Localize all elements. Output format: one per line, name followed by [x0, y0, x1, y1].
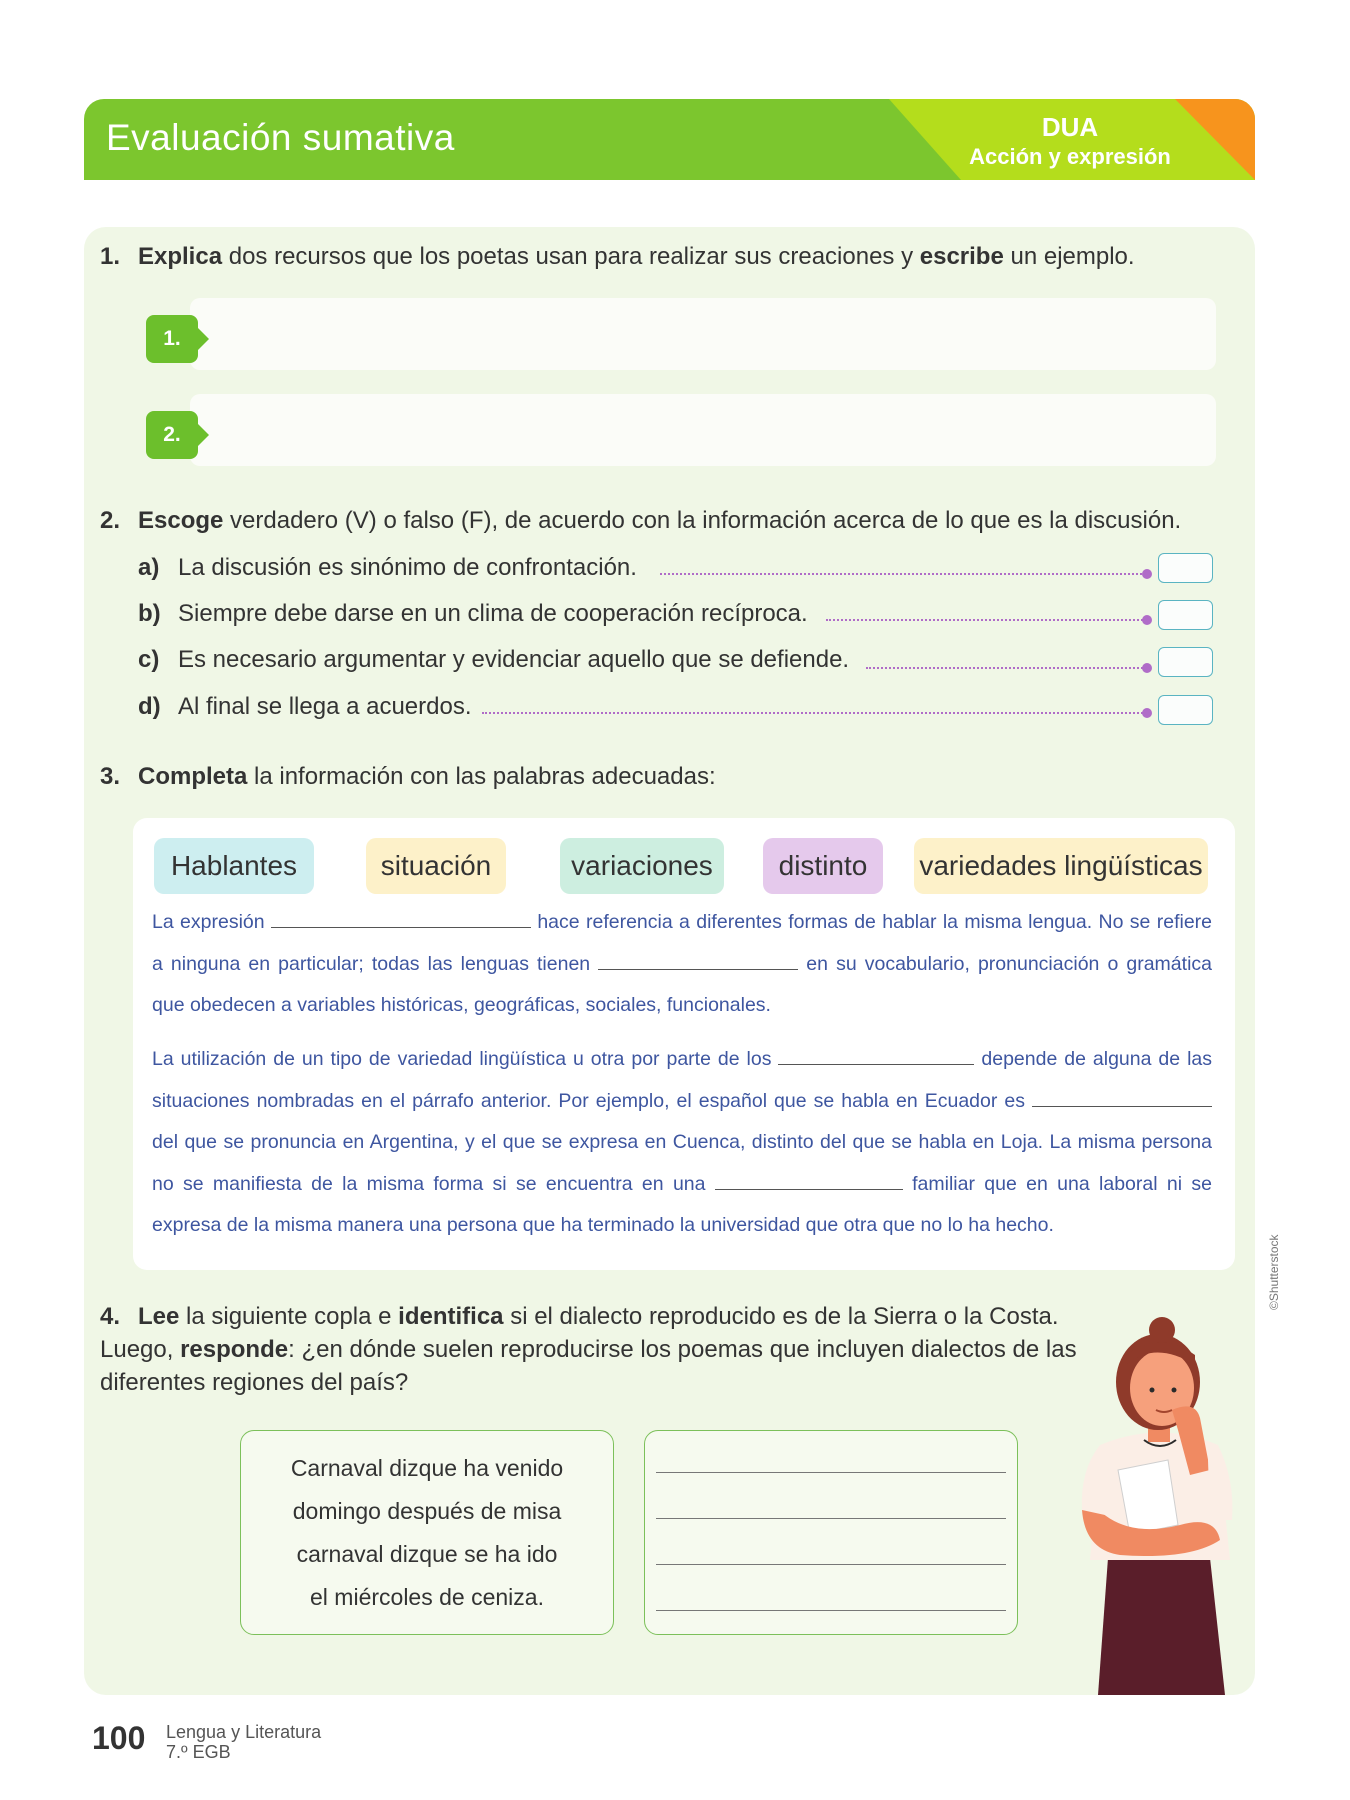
paragraph-text: depende de alguna de las situaciones nombradas en el párrafo anterior. Por ejemplo, el español que se habla en Ecuador es — [152, 1048, 1212, 1112]
leader-dots — [826, 619, 1146, 621]
question-text: la información con las palabras adecuadas: — [247, 763, 716, 790]
paragraph-text: La expresión — [152, 911, 271, 933]
copla-line-3: carnaval dizque se ha ido — [296, 1541, 558, 1567]
response-box[interactable] — [644, 1430, 1018, 1635]
word-chip-variedades[interactable]: variedades lingüísticas — [914, 838, 1208, 894]
tf-answer-c[interactable] — [1158, 647, 1213, 677]
verb-lee: Lee — [138, 1303, 180, 1330]
leader-dot — [1142, 615, 1152, 625]
answer-tag-2: 2. — [146, 411, 198, 459]
dua-title: DUA — [1041, 112, 1099, 142]
leader-dot — [1142, 708, 1152, 718]
fill-blank-2[interactable] — [598, 948, 798, 970]
item-text: Es necesario argumentar y evidenciar aquello que se defiende. — [178, 646, 850, 673]
fill-blank-1[interactable] — [271, 906, 531, 928]
verb-completa: Completa — [138, 763, 248, 790]
fill-blank-5[interactable] — [715, 1168, 903, 1190]
answer-field-1[interactable] — [190, 298, 1216, 370]
response-line-3[interactable] — [656, 1564, 1006, 1565]
word-chip-distinto[interactable]: distinto — [763, 838, 883, 894]
paragraph-text: La utilización de un tipo de variedad lingüística u otra por parte de los — [152, 1048, 779, 1070]
item-letter: a) — [138, 554, 160, 581]
verb-escribe: escribe — [919, 243, 1004, 270]
paragraph-text: familiar que en una laboral ni se expresa de la misma manera una persona que ha terminado la universidad que otra que no lo ha hecho. — [152, 1172, 1212, 1236]
page-title: Evaluación sumativa — [106, 117, 455, 158]
paragraph-text: del que se pronuncia en Argentina, y el que se expresa en Cuenca, distinto del que se habla en Loja. La misma persona no se manifiesta de la misma forma si se encuentra en una — [152, 1131, 1212, 1195]
question-text: la siguiente copla e — [179, 1303, 399, 1330]
page-number: 100 — [92, 1720, 146, 1756]
tf-item-b — [138, 597, 808, 631]
item-text: Al final se llega a acuerdos. — [178, 693, 472, 720]
item-letter: c) — [138, 646, 160, 673]
subject-name: Lengua y Literatura — [166, 1722, 322, 1742]
fill-blank-3[interactable] — [778, 1043, 974, 1065]
copla-line-2: domingo después de misa — [292, 1498, 562, 1524]
question-number: 1. — [100, 243, 121, 270]
word-chip-hablantes[interactable]: Hablantes — [154, 838, 314, 894]
leader-dot — [1142, 569, 1152, 579]
question-4 — [100, 1300, 1110, 1399]
tf-answer-a[interactable] — [1158, 553, 1213, 583]
footer-subject — [166, 1722, 321, 1762]
question-text: si el dialecto reproducido es de la Sierra o la Costa. Luego, — [100, 1303, 1059, 1363]
answer-tag-1: 1. — [146, 315, 198, 363]
verb-identifica: identifica — [398, 1303, 504, 1330]
tf-item-a — [138, 551, 637, 585]
paragraph-1 — [152, 902, 1212, 1027]
answer-field-2[interactable] — [190, 394, 1216, 466]
tf-item-d — [138, 690, 472, 724]
grade-level: 7.º EGB — [166, 1742, 231, 1762]
item-text: Siempre debe darse en un clima de cooperación recíproca. — [178, 600, 808, 627]
paragraph-text: hace referencia a diferentes formas de hablar la misma lengua. No se refiere a ninguna en particular; todas las lenguas tienen — [152, 911, 1212, 975]
copla-line-4: el miércoles de ceniza. — [310, 1584, 544, 1610]
question-text: verdadero (V) o falso (F), de acuerdo con la información acerca de lo que es la discusión. — [223, 507, 1182, 534]
tf-answer-b[interactable] — [1158, 600, 1213, 630]
leader-dots — [660, 573, 1146, 575]
item-letter: b) — [138, 600, 161, 627]
leader-dots — [866, 667, 1146, 669]
verb-explica: Explica — [138, 243, 223, 270]
question-3 — [100, 760, 1230, 793]
question-number: 2. — [100, 507, 121, 534]
item-text: La discusión es sinónimo de confrontación. — [178, 554, 637, 581]
photo-credit: ©Shutterstock — [1267, 1234, 1281, 1310]
question-number: 3. — [100, 763, 121, 790]
dua-subtitle: Acción y expresión — [969, 144, 1171, 169]
leader-dot — [1142, 663, 1152, 673]
question-text: dos recursos que los poetas usan para realizar sus creaciones y — [222, 243, 920, 270]
response-line-4[interactable] — [656, 1610, 1006, 1611]
question-2 — [100, 504, 1250, 537]
paragraph-2 — [152, 1039, 1212, 1247]
tf-answer-d[interactable] — [1158, 695, 1213, 725]
question-text: : ¿en dónde suelen reproducirse los poemas que incluyen dialectos de las diferentes regiones del país? — [100, 1336, 1077, 1396]
response-line-1[interactable] — [656, 1472, 1006, 1473]
response-line-2[interactable] — [656, 1518, 1006, 1519]
thinking-woman-illustration — [1060, 1310, 1260, 1695]
paragraph-text: en su vocabulario, pronunciación o gramática que obedecen a variables históricas, geográficas, sociales, funcionales. — [152, 952, 1212, 1016]
question-1 — [100, 240, 1230, 273]
item-letter: d) — [138, 693, 161, 720]
verb-escoge: Escoge — [138, 507, 224, 534]
leader-dots — [482, 712, 1146, 714]
question-text: un ejemplo. — [1003, 243, 1135, 270]
fill-blank-4[interactable] — [1032, 1085, 1212, 1107]
word-chip-situacion[interactable]: situación — [366, 838, 506, 894]
word-chip-variaciones[interactable]: variaciones — [560, 838, 724, 894]
tf-item-c — [138, 643, 849, 677]
copla-line-1: Carnaval dizque ha venido — [290, 1455, 564, 1481]
verb-responde: responde — [180, 1336, 289, 1363]
question-number: 4. — [100, 1303, 121, 1330]
